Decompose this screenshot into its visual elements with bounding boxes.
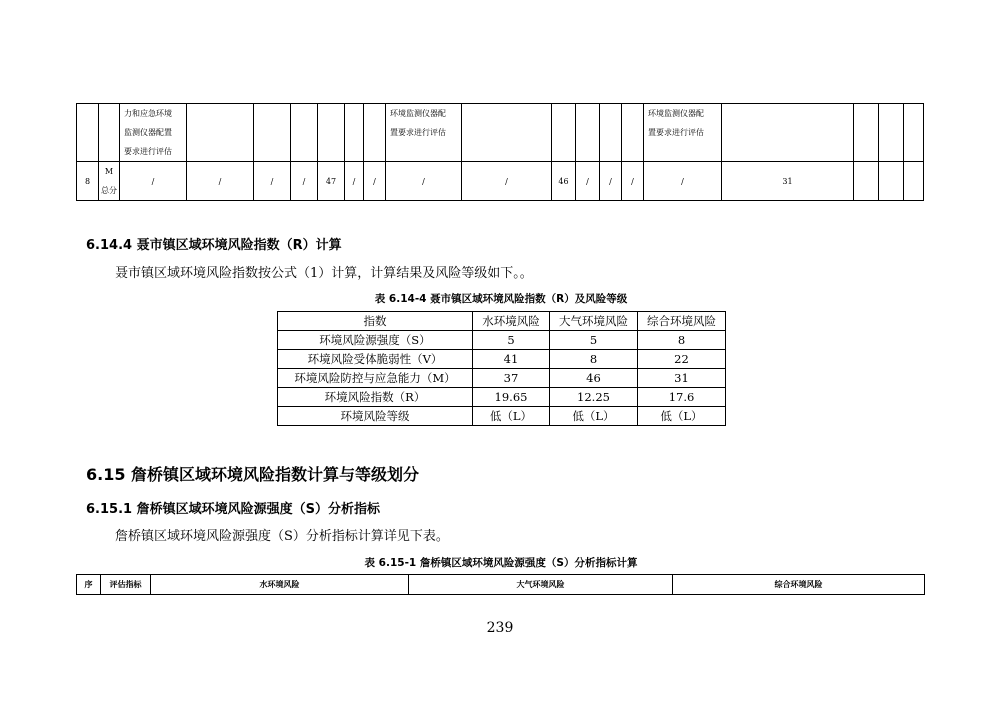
table-cell bbox=[552, 104, 576, 162]
paragraph-6-14-4: 聂市镇区域环境风险指数按公式（1）计算，计算结果及风险等级如下。。 bbox=[115, 266, 533, 281]
table-cell: 22 bbox=[638, 350, 726, 369]
table-cell: / bbox=[622, 162, 644, 201]
table-cell: 环境风险受体脆弱性（V） bbox=[278, 350, 473, 369]
table-cell: / bbox=[364, 162, 386, 201]
table-header-cell: 大气环境风险 bbox=[409, 575, 673, 595]
table-cell: / bbox=[462, 162, 552, 201]
table-cell: / bbox=[120, 162, 187, 201]
table-cell bbox=[318, 104, 345, 162]
table-caption-6-14-4: 表 6.14-4 聂市镇区域环境风险指数（R）及风险等级 bbox=[374, 293, 628, 305]
table-cell bbox=[291, 104, 318, 162]
table-cell bbox=[77, 104, 99, 162]
paragraph-6-15-1: 詹桥镇区域环境风险源强度（S）分析指标计算详见下表。 bbox=[115, 529, 449, 544]
table-cell: 31 bbox=[638, 369, 726, 388]
table-cell: 37 bbox=[473, 369, 550, 388]
table-cell: 12.25 bbox=[550, 388, 638, 407]
section-heading-6-14-4: 6.14.4 聂市镇区域环境风险指数（R）计算 bbox=[86, 238, 342, 253]
table-cell: / bbox=[576, 162, 600, 201]
table-cell: 46 bbox=[552, 162, 576, 201]
table-cell: 8 bbox=[638, 331, 726, 350]
table-cell: 5 bbox=[550, 331, 638, 350]
table-cell: 低（L） bbox=[638, 407, 726, 426]
table-cell: 环境风险防控与应急能力（M） bbox=[278, 369, 473, 388]
table-cell bbox=[345, 104, 364, 162]
page-number: 239 bbox=[486, 620, 514, 636]
table-row bbox=[278, 369, 726, 388]
table-cell: / bbox=[291, 162, 318, 201]
table-header-cell: 水环境风险 bbox=[473, 312, 550, 331]
table-cell bbox=[622, 104, 644, 162]
table-cell: / bbox=[187, 162, 254, 201]
table-row bbox=[278, 331, 726, 350]
table-cell bbox=[187, 104, 254, 162]
table-cell: 19.65 bbox=[473, 388, 550, 407]
table-cell: 31 bbox=[722, 162, 854, 201]
table-cell: 低（L） bbox=[473, 407, 550, 426]
table-cell: 46 bbox=[550, 369, 638, 388]
table-cell bbox=[722, 104, 854, 162]
table-cell: / bbox=[386, 162, 462, 201]
table-cell bbox=[879, 162, 904, 201]
table-header-row bbox=[278, 312, 726, 331]
section-heading-6-15: 6.15 詹桥镇区域环境风险指数计算与等级划分 bbox=[86, 465, 420, 484]
table-cell bbox=[254, 104, 291, 162]
table-row bbox=[77, 104, 924, 162]
table-cell bbox=[600, 104, 622, 162]
table-cell: 低（L） bbox=[550, 407, 638, 426]
table-cell: 环境监测仪器配 置要求进行评估 bbox=[644, 104, 722, 162]
table-row bbox=[278, 388, 726, 407]
table-header-cell: 序 bbox=[77, 575, 101, 595]
table-cell bbox=[879, 104, 904, 162]
source-intensity-table bbox=[76, 574, 925, 595]
risk-index-table bbox=[277, 311, 726, 426]
table-cell bbox=[99, 104, 120, 162]
table-cell: / bbox=[254, 162, 291, 201]
table-cell: / bbox=[345, 162, 364, 201]
table-header-row bbox=[77, 575, 925, 595]
table-cell: 环境风险源强度（S） bbox=[278, 331, 473, 350]
table-row bbox=[278, 407, 726, 426]
table-cell: 环境风险指数（R） bbox=[278, 388, 473, 407]
table-header-cell: 综合环境风险 bbox=[673, 575, 925, 595]
table-cell: 17.6 bbox=[638, 388, 726, 407]
table-cell: 8 bbox=[77, 162, 99, 201]
table-cell bbox=[576, 104, 600, 162]
table-cell bbox=[904, 162, 924, 201]
table-header-cell: 指数 bbox=[278, 312, 473, 331]
section-heading-6-15-1: 6.15.1 詹桥镇区域环境风险源强度（S）分析指标 bbox=[86, 502, 380, 517]
table-cell: 力和应急环境 监测仪器配置 要求进行评估 bbox=[120, 104, 187, 162]
table-cell bbox=[364, 104, 386, 162]
table-header-cell: 水环境风险 bbox=[151, 575, 409, 595]
table-row bbox=[77, 162, 924, 201]
table-header-cell: 评估指标 bbox=[101, 575, 151, 595]
table-cell: 41 bbox=[473, 350, 550, 369]
table-header-cell: 大气环境风险 bbox=[550, 312, 638, 331]
table-cell bbox=[854, 104, 879, 162]
table-cell: 环境风险等级 bbox=[278, 407, 473, 426]
table-row bbox=[278, 350, 726, 369]
table-header-cell: 综合环境风险 bbox=[638, 312, 726, 331]
table-cell: 47 bbox=[318, 162, 345, 201]
table-cell: 8 bbox=[550, 350, 638, 369]
table-cell: / bbox=[644, 162, 722, 201]
continuation-table bbox=[76, 103, 924, 201]
table-cell bbox=[904, 104, 924, 162]
table-caption-6-15-1: 表 6.15-1 詹桥镇区域环境风险源强度（S）分析指标计算 bbox=[364, 557, 638, 569]
table-cell: M 总分 bbox=[99, 162, 120, 201]
table-cell bbox=[462, 104, 552, 162]
table-cell: / bbox=[600, 162, 622, 201]
table-cell: 环境监测仪器配 置要求进行评估 bbox=[386, 104, 462, 162]
table-cell: 5 bbox=[473, 331, 550, 350]
table-cell bbox=[854, 162, 879, 201]
